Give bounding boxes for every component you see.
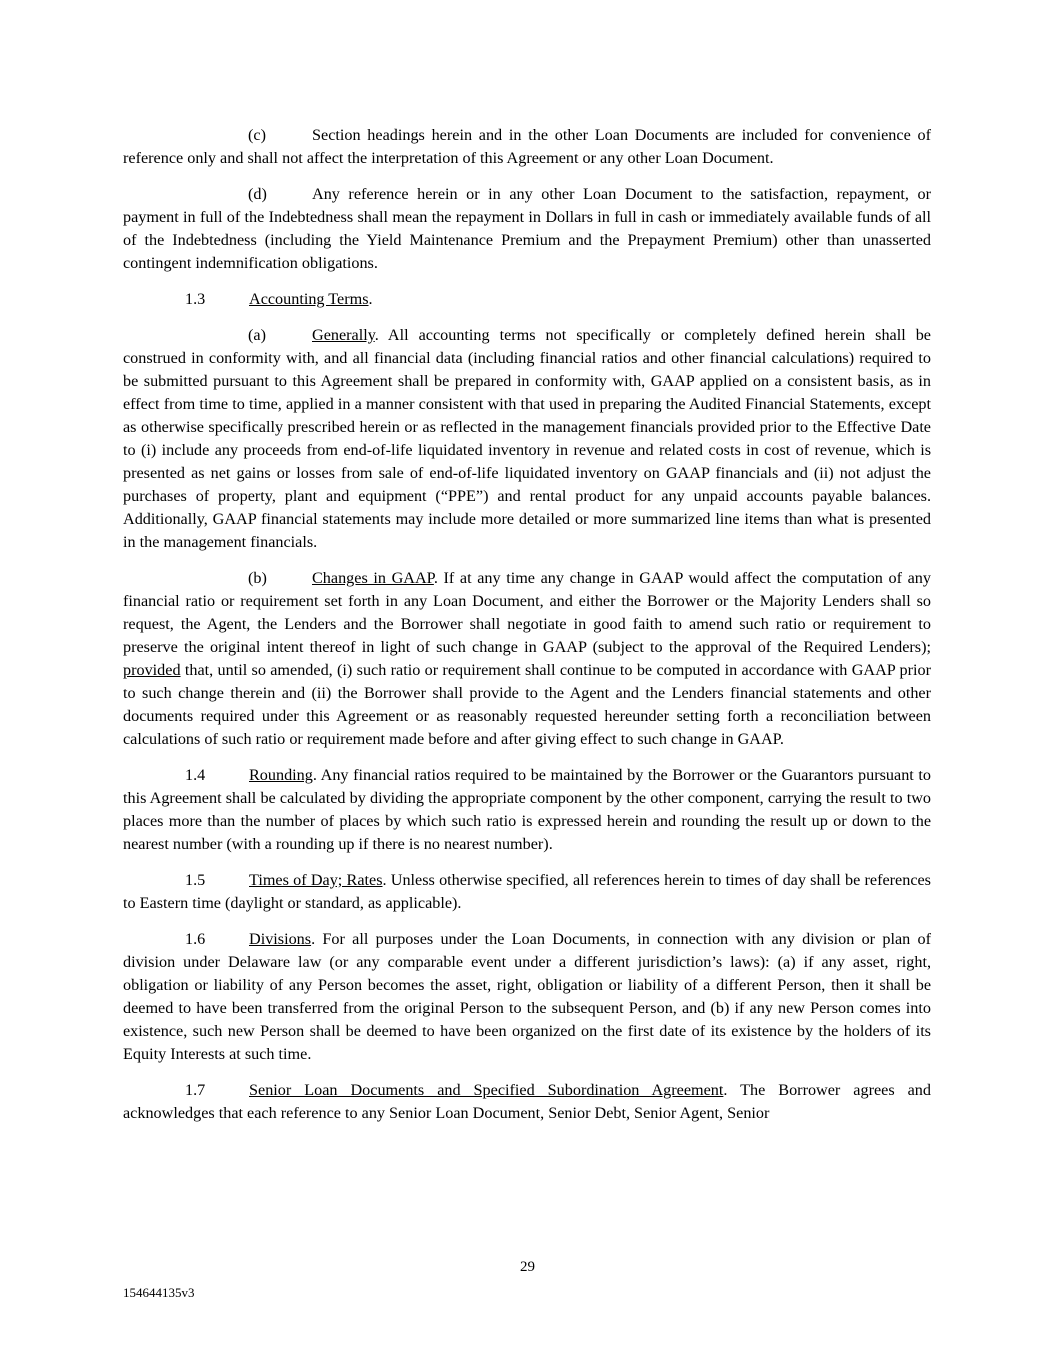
paragraph-text: . The Borrower agrees and acknowledges that each reference to any Senior Loan Document, Senior Debt, Senior Agent, Senior	[123, 1081, 931, 1122]
paragraph-text: . Unless otherwise specified, all references herein to times of day shall be references to Eastern time (daylight or standard, as applicable).	[123, 871, 931, 912]
underlined-text: Times of Day; Rates	[249, 871, 383, 889]
paragraph-label: 1.4	[185, 766, 206, 784]
paragraph-text: . For all purposes under the Loan Documents, in connection with any division or plan of division under Delaware law (or any comparable event under a different jurisdiction’s laws): (a) if any asset, right, obligation or liability of any Person becomes the asset, right, obligation or liability of a different Person, then it shall be deemed to have been transferred from the original Person to the subsequent Person, and (b) if any new Person comes into existence, such new Person shall be deemed to have been organized on the first date of its existence by the holders of its Equity Interests at such time.	[123, 930, 931, 1063]
paragraph-label: (a)	[248, 326, 266, 344]
paragraph-label: (d)	[248, 185, 267, 203]
paragraph	[123, 288, 931, 311]
paragraph-label: 1.6	[185, 930, 206, 948]
paragraph	[123, 928, 931, 1066]
paragraph	[123, 567, 931, 751]
paragraph	[123, 324, 931, 554]
underlined-text: Rounding	[249, 766, 313, 784]
paragraph	[123, 124, 931, 170]
underlined-text: Senior Loan Documents and Specified Subordination Agreement	[249, 1081, 724, 1099]
underlined-text: Generally	[312, 326, 375, 344]
paragraph-text: . All accounting terms not specifically or completely defined herein shall be construed in conformity with, and all financial data (including financial ratios and other financial calculations) required to be submitted pursuant to this Agreement shall be prepared in conformity with, GAAP applied on a consistent basis, as in effect from time to time, applied in a manner consistent with that used in preparing the Audited Financial Statements, except as otherwise specifically prescribed herein or as reflected in the management financials provided prior to the Effective Date to (i) include any proceeds from end-of-life liquidated inventory in revenue and related costs in cost of revenue, which is presented as net gains or losses from sale of end-of-life liquidated inventory on GAAP financials and (ii) not adjust the purchases of property, plant and equipment (“PPE”) and rental product for any unpaid accounts payable balances. Additionally, GAAP financial statements may include more detailed or more summarized line items than what is presented in the management financials.	[123, 326, 931, 551]
paragraph-text: Section headings herein and in the other Loan Documents are included for convenience of reference only and shall not affect the interpretation of this Agreement or any other Loan Document.	[123, 126, 931, 167]
document-body	[123, 124, 931, 1138]
paragraph	[123, 183, 931, 275]
paragraph-label: (b)	[248, 569, 267, 587]
underlined-text: Changes in GAAP	[312, 569, 434, 587]
underlined-text: provided	[123, 661, 181, 679]
paragraph-text: that, until so amended, (i) such ratio or requirement shall continue to be computed in accordance with GAAP prior to such change therein and (ii) the Borrower shall provide to the Agent and the Lenders financial statements and other documents required under this Agreement or as reasonably requested hereunder setting forth a reconciliation between calculations of such ratio or requirement made before and after giving effect to such change in GAAP.	[123, 661, 931, 748]
paragraph	[123, 869, 931, 915]
paragraph-text: . Any financial ratios required to be maintained by the Borrower or the Guarantors pursuant to this Agreement shall be calculated by dividing the appropriate component by the other component, carrying the result to two places more than the number of places by which such ratio is expressed herein and rounding the result up or down to the nearest number (with a rounding up if there is no nearest number).	[123, 766, 931, 853]
page-number: 29	[520, 1259, 535, 1275]
paragraph-text: . If at any time any change in GAAP would affect the computation of any financial ratio or requirement set forth in any Loan Document, and either the Borrower or the Majority Lenders shall so request, the Agent, the Lenders and the Borrower shall negotiate in good faith to amend such ratio or requirement to preserve the original intent thereof in light of such change in GAAP (subject to the approval of the Required Lenders);	[123, 569, 931, 656]
paragraph-label: 1.3	[185, 290, 206, 308]
paragraph	[123, 1079, 931, 1125]
paragraph-text: Any reference herein or in any other Loan Document to the satisfaction, repayment, or payment in full of the Indebtedness shall mean the repayment in Dollars in full in cash or immediately available funds of all of the Indebtedness (including the Yield Maintenance Premium and the Prepayment Premium) other than unasserted contingent indemnification obligations.	[123, 185, 931, 272]
document-id-footer: 154644135v3	[123, 1285, 195, 1300]
paragraph-label: 1.5	[185, 871, 206, 889]
underlined-text: Accounting Terms	[249, 290, 369, 308]
paragraph-label: (c)	[248, 126, 266, 144]
underlined-text: Divisions	[249, 930, 312, 948]
paragraph	[123, 764, 931, 856]
paragraph-label: 1.7	[185, 1081, 206, 1099]
paragraph-text: .	[368, 290, 373, 308]
